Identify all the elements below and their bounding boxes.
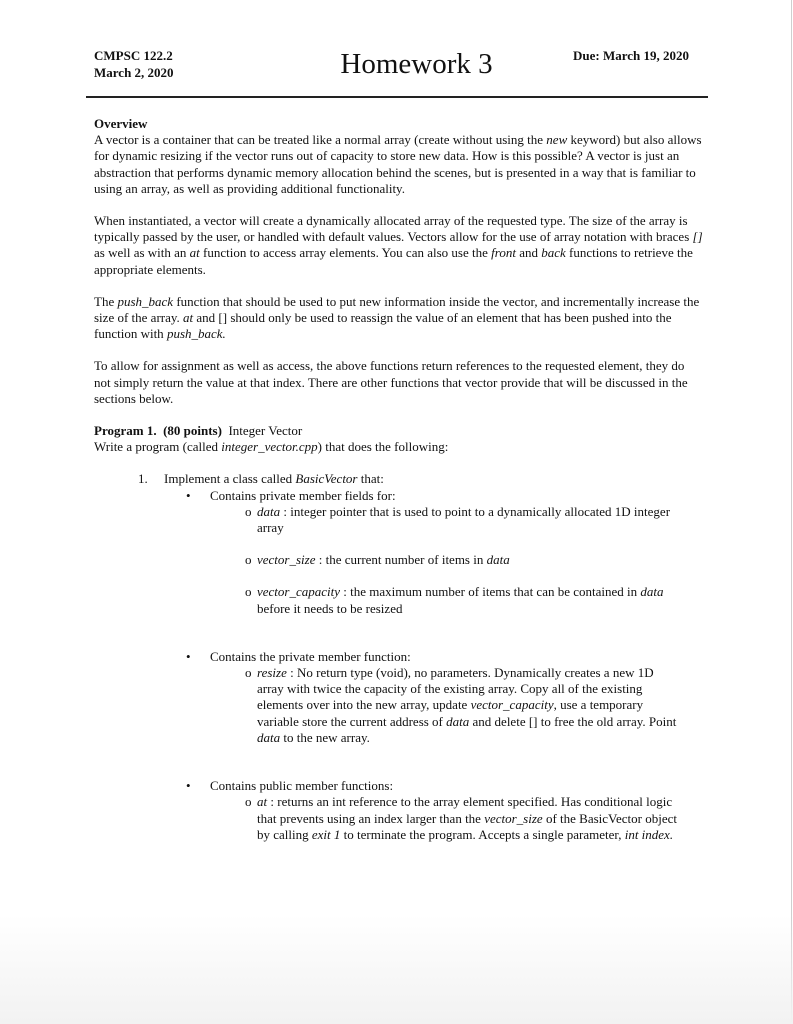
text: and [] should only be used to reassign the value of an element that has been pushed into the function with	[94, 310, 672, 342]
program-instruction	[94, 439, 704, 455]
fn-front: front	[491, 245, 516, 261]
sub-bullet-icon: o	[245, 503, 252, 519]
text: functions to retrieve the appropriate elements.	[94, 245, 693, 277]
sub-bullet-icon: o	[245, 584, 252, 600]
field-ref: vector_capacity	[470, 697, 554, 713]
fn-push-back: push_back	[117, 293, 174, 309]
function-at	[94, 794, 704, 843]
spacer	[94, 746, 704, 762]
bullet-icon: •	[186, 648, 191, 664]
field-vector-size	[94, 552, 704, 568]
exit-call: exit 1	[311, 826, 341, 842]
program-points: (80 points)	[163, 423, 222, 439]
braces: []	[692, 229, 703, 245]
field-ref: data	[446, 713, 470, 729]
text: ) that does the following:	[317, 439, 449, 455]
text: function that should be used to put new information inside the vector, and incrementally increase the size of the array.	[94, 293, 700, 326]
function-name: at	[257, 794, 268, 810]
parameter: int index.	[624, 826, 674, 842]
overview-paragraph-2	[94, 213, 704, 278]
text: Contains the private member function:	[210, 648, 411, 664]
text: to the new array.	[280, 729, 370, 745]
sub-bullet-icon: o	[245, 552, 252, 568]
spacer	[94, 536, 704, 552]
overview-paragraph-4: To allow for assignment as well as access, the above functions return references to the requested element, they do not simply return the value at that index. There are other functions that vector provide that will be discussed in the sections below.	[94, 358, 688, 406]
program-name: Integer Vector	[228, 423, 303, 439]
fn-push-back: push_back.	[166, 326, 226, 342]
field-data	[94, 504, 704, 536]
text: When instantiated, a vector will create a dynamically allocated array of the requested type. The size of the array is typically passed by the user, or handled with default values. Vectors allow for the use of array notation with braces	[94, 213, 693, 245]
text: and delete [] to free the old array. Point	[469, 713, 677, 729]
page-bottom-shadow	[0, 914, 793, 1024]
bullet-icon: •	[186, 487, 191, 503]
text: that:	[357, 471, 384, 487]
field-ref: data	[257, 729, 281, 745]
filename: integer_vector.cpp	[221, 439, 318, 455]
field-name: vector_capacity	[257, 584, 341, 600]
spacer	[94, 617, 704, 633]
text: A vector is a container that can be treated like a normal array (create without using the	[94, 132, 547, 148]
text: of the BasicVector object by calling	[257, 810, 677, 842]
field-ref: data	[640, 584, 664, 600]
class-name: BasicVector	[295, 471, 358, 487]
overview-paragraph-3	[94, 294, 704, 343]
program-1-title	[94, 423, 704, 439]
field-vector-capacity	[94, 584, 704, 616]
program-label: Program 1.	[94, 423, 157, 439]
overview-heading: Overview	[94, 116, 148, 131]
text: before it needs to be resized	[257, 600, 403, 616]
spacer	[94, 568, 704, 584]
item-number: 1.	[138, 471, 148, 487]
text: : returns an int reference to the array element specified. Has conditional logic that prevents using an index larger than the	[257, 794, 673, 826]
overview-paragraph-1	[94, 132, 704, 197]
fn-at: at	[189, 245, 200, 261]
text: : No return type (void), no parameters. Dynamically creates a new 1D array with twice the capacity of the existing array. Copy all of the existing elements over into the new array, update	[257, 665, 654, 713]
text: and	[515, 245, 542, 261]
issue-date: March 2, 2020	[94, 65, 174, 80]
course-code: CMPSC 122.2	[94, 48, 173, 63]
field-name: data	[257, 503, 281, 519]
text: Contains private member fields for:	[210, 487, 396, 503]
text: Contains public member functions:	[210, 778, 394, 794]
spacer	[94, 633, 704, 649]
text: as well as with an	[94, 245, 190, 261]
field-ref: data	[486, 552, 510, 568]
numbered-item-1	[94, 471, 704, 487]
sub-bullet-icon: o	[245, 794, 252, 810]
fn-at: at	[183, 310, 194, 326]
document-body	[94, 116, 704, 843]
text: The	[94, 293, 118, 309]
function-resize	[94, 665, 704, 746]
field-name: vector_size	[257, 552, 316, 568]
bullet-private-function	[94, 649, 704, 665]
spacer	[94, 762, 704, 778]
bullet-public-functions	[94, 778, 704, 794]
text: : the current number of items in	[315, 552, 487, 568]
fn-back: back	[541, 245, 566, 261]
bullet-private-fields	[94, 488, 704, 504]
text: Implement a class called	[164, 471, 296, 487]
header-divider	[86, 96, 708, 98]
text: Write a program (called	[94, 439, 222, 455]
text: , use a temporary variable store the current address of	[257, 697, 644, 729]
text: : integer pointer that is used to point to a dynamically allocated 1D integer array	[257, 503, 671, 536]
text: : the maximum number of items that can be contained in	[340, 584, 641, 600]
text: keyword) but also allows for dynamic resizing if the vector runs out of capacity to store new data. How is this possible? A vector is just an abstraction that performs dynamic memory allocation behind the scenes, but is presented in a way that is familiar to using an array, as well as providing additional functionality.	[94, 132, 702, 196]
text: to terminate the program. Accepts a single parameter,	[340, 826, 625, 842]
function-name: resize	[257, 665, 287, 681]
sub-bullet-icon: o	[245, 665, 252, 681]
keyword-new: new	[546, 132, 568, 148]
bullet-icon: •	[186, 778, 191, 794]
page-title: Homework 3	[340, 48, 493, 80]
due-date: Due: March 19, 2020	[573, 48, 690, 63]
field-ref: vector_size	[484, 810, 543, 826]
text: function to access array elements. You can also use the	[199, 245, 492, 261]
